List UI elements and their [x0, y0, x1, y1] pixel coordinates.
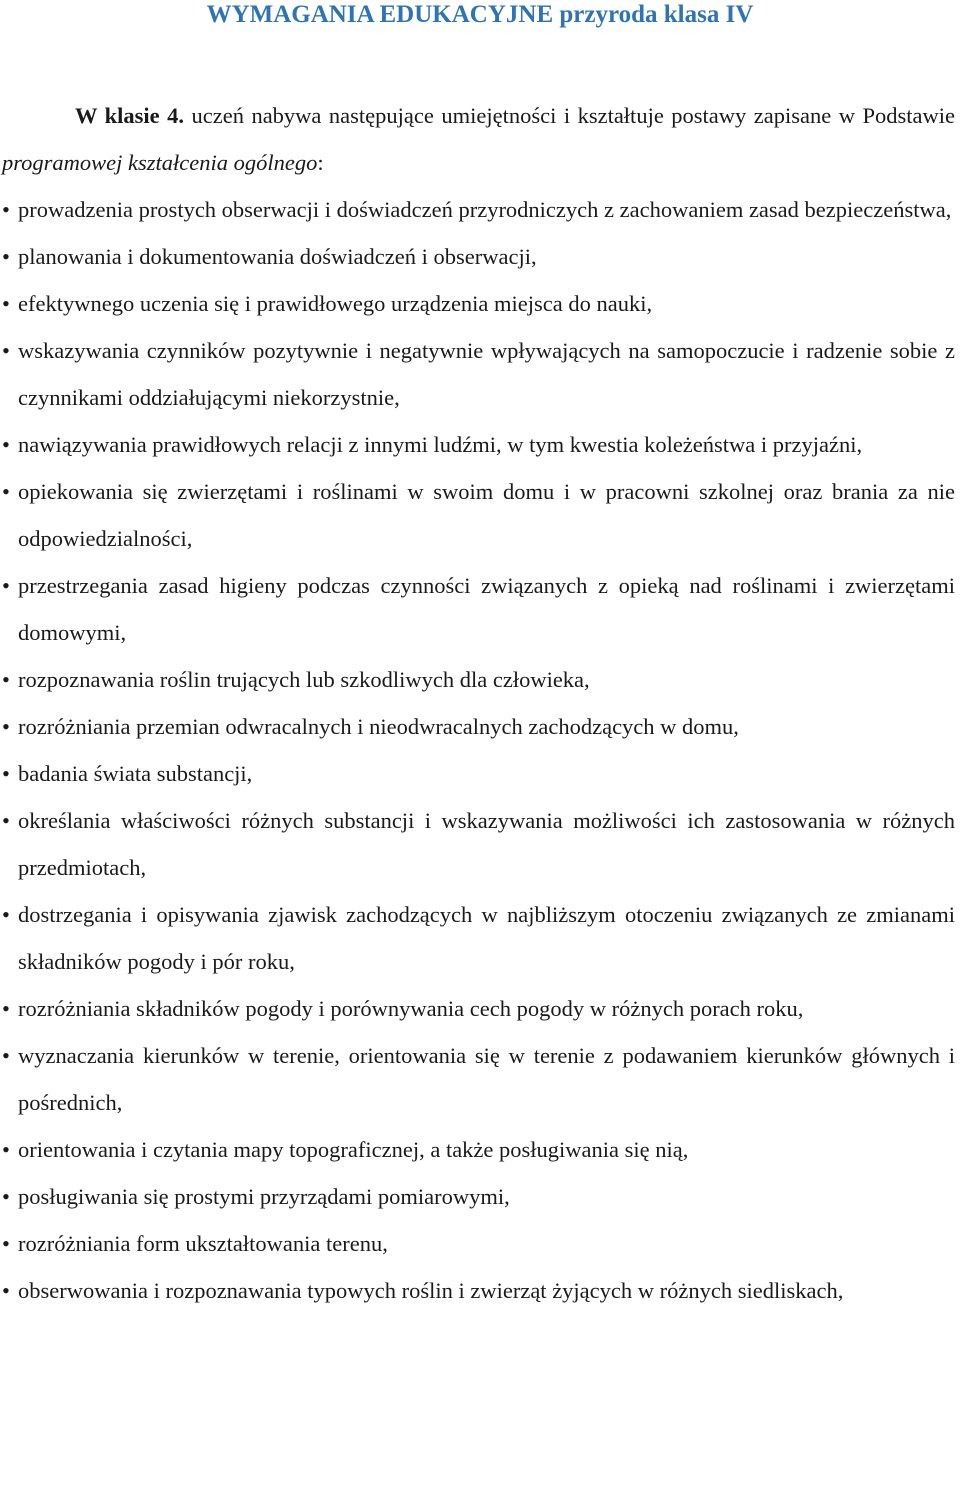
list-item-text: rozpoznawania roślin trujących lub szkodliwych dla człowieka, — [18, 667, 590, 692]
list-item-text: badania świata substancji, — [18, 761, 253, 786]
intro-emphasis: programowej kształcenia ogólnego — [2, 150, 318, 175]
bullet-icon: • — [2, 1278, 10, 1303]
bullet-icon: • — [2, 761, 10, 786]
list-item — [2, 1173, 955, 1220]
list-item — [2, 468, 955, 562]
list-item-text: rozróżniania form ukształtowania terenu, — [18, 1231, 388, 1256]
list-item-text: posługiwania się prostymi przyrządami pomiarowymi, — [18, 1184, 510, 1209]
bullet-icon: • — [2, 667, 10, 692]
list-item-text: dostrzegania i opisywania zjawisk zachodzących w najbliższym otoczeniu związanych ze zmianami składników pogody i pór roku, — [18, 902, 955, 974]
bullet-icon: • — [2, 902, 10, 927]
list-item — [2, 1032, 955, 1126]
list-item — [2, 797, 955, 891]
bullet-icon: • — [2, 1043, 10, 1068]
skills-list — [2, 186, 955, 1314]
list-item-text: określania właściwości różnych substancji i wskazywania możliwości ich zastosowania w różnych przedmiotach, — [18, 808, 955, 880]
list-item — [2, 891, 955, 985]
list-item — [2, 186, 955, 233]
list-item-text: przestrzegania zasad higieny podczas czynności związanych z opieką nad roślinami i zwierzętami domowymi, — [18, 573, 955, 645]
bullet-icon: • — [2, 244, 10, 269]
intro-lead: W klasie 4. — [75, 103, 184, 128]
list-item — [2, 562, 955, 656]
list-item — [2, 327, 955, 421]
list-item-text: rozróżniania przemian odwracalnych i nieodwracalnych zachodzących w domu, — [18, 714, 739, 739]
list-item-text: planowania i dokumentowania doświadczeń i obserwacji, — [18, 244, 537, 269]
bullet-icon: • — [2, 573, 10, 598]
list-item — [2, 750, 955, 797]
list-item-text: opiekowania się zwierzętami i roślinami w swoim domu i w pracowni szkolnej oraz brania za nie odpowiedzialności, — [18, 479, 955, 551]
list-item-text: orientowania i czytania mapy topograficznej, a także posługiwania się nią, — [18, 1137, 689, 1162]
bullet-icon: • — [2, 291, 10, 316]
bullet-icon: • — [2, 996, 10, 1021]
intro-tail: : — [317, 150, 324, 175]
document-title: WYMAGANIA EDUKACYJNE przyroda klasa IV — [206, 1, 754, 28]
list-item — [2, 1220, 955, 1267]
bullet-icon: • — [2, 714, 10, 739]
bullet-icon: • — [2, 338, 10, 363]
list-item-text: rozróżniania składników pogody i porównywania cech pogody w różnych porach roku, — [18, 996, 804, 1021]
list-item — [2, 280, 955, 327]
list-item-text: obserwowania i rozpoznawania typowych roślin i zwierząt żyjących w różnych siedliskach, — [18, 1278, 844, 1303]
bullet-icon: • — [2, 197, 10, 222]
bullet-icon: • — [2, 1231, 10, 1256]
list-item — [2, 1126, 955, 1173]
list-item-text: prowadzenia prostych obserwacji i doświadczeń przyrodniczych z zachowaniem zasad bezpieczeństwa, — [18, 197, 952, 222]
list-item — [2, 1267, 955, 1314]
list-item-text: wskazywania czynników pozytywnie i negatywnie wpływających na samopoczucie i radzenie sobie z czynnikami oddziałującymi niekorzystnie, — [18, 338, 955, 410]
intro-text: uczeń nabywa następujące umiejętności i kształtuje postawy zapisane w Podstawie — [183, 103, 955, 128]
list-item — [2, 233, 955, 280]
intro-paragraph — [2, 92, 955, 186]
list-item — [2, 421, 955, 468]
list-item — [2, 985, 955, 1032]
list-item — [2, 703, 955, 750]
list-item-text: nawiązywania prawidłowych relacji z innymi ludźmi, w tym kwestia koleżeństwa i przyjaźni, — [18, 432, 863, 457]
list-item-text: efektywnego uczenia się i prawidłowego urządzenia miejsca do nauki, — [18, 291, 653, 316]
bullet-icon: • — [2, 479, 10, 504]
list-item — [2, 656, 955, 703]
bullet-icon: • — [2, 1137, 10, 1162]
bullet-icon: • — [2, 1184, 10, 1209]
bullet-icon: • — [2, 808, 10, 833]
bullet-icon: • — [2, 432, 10, 457]
list-item-text: wyznaczania kierunków w terenie, orientowania się w terenie z podawaniem kierunków głównych i pośrednich, — [18, 1043, 955, 1115]
